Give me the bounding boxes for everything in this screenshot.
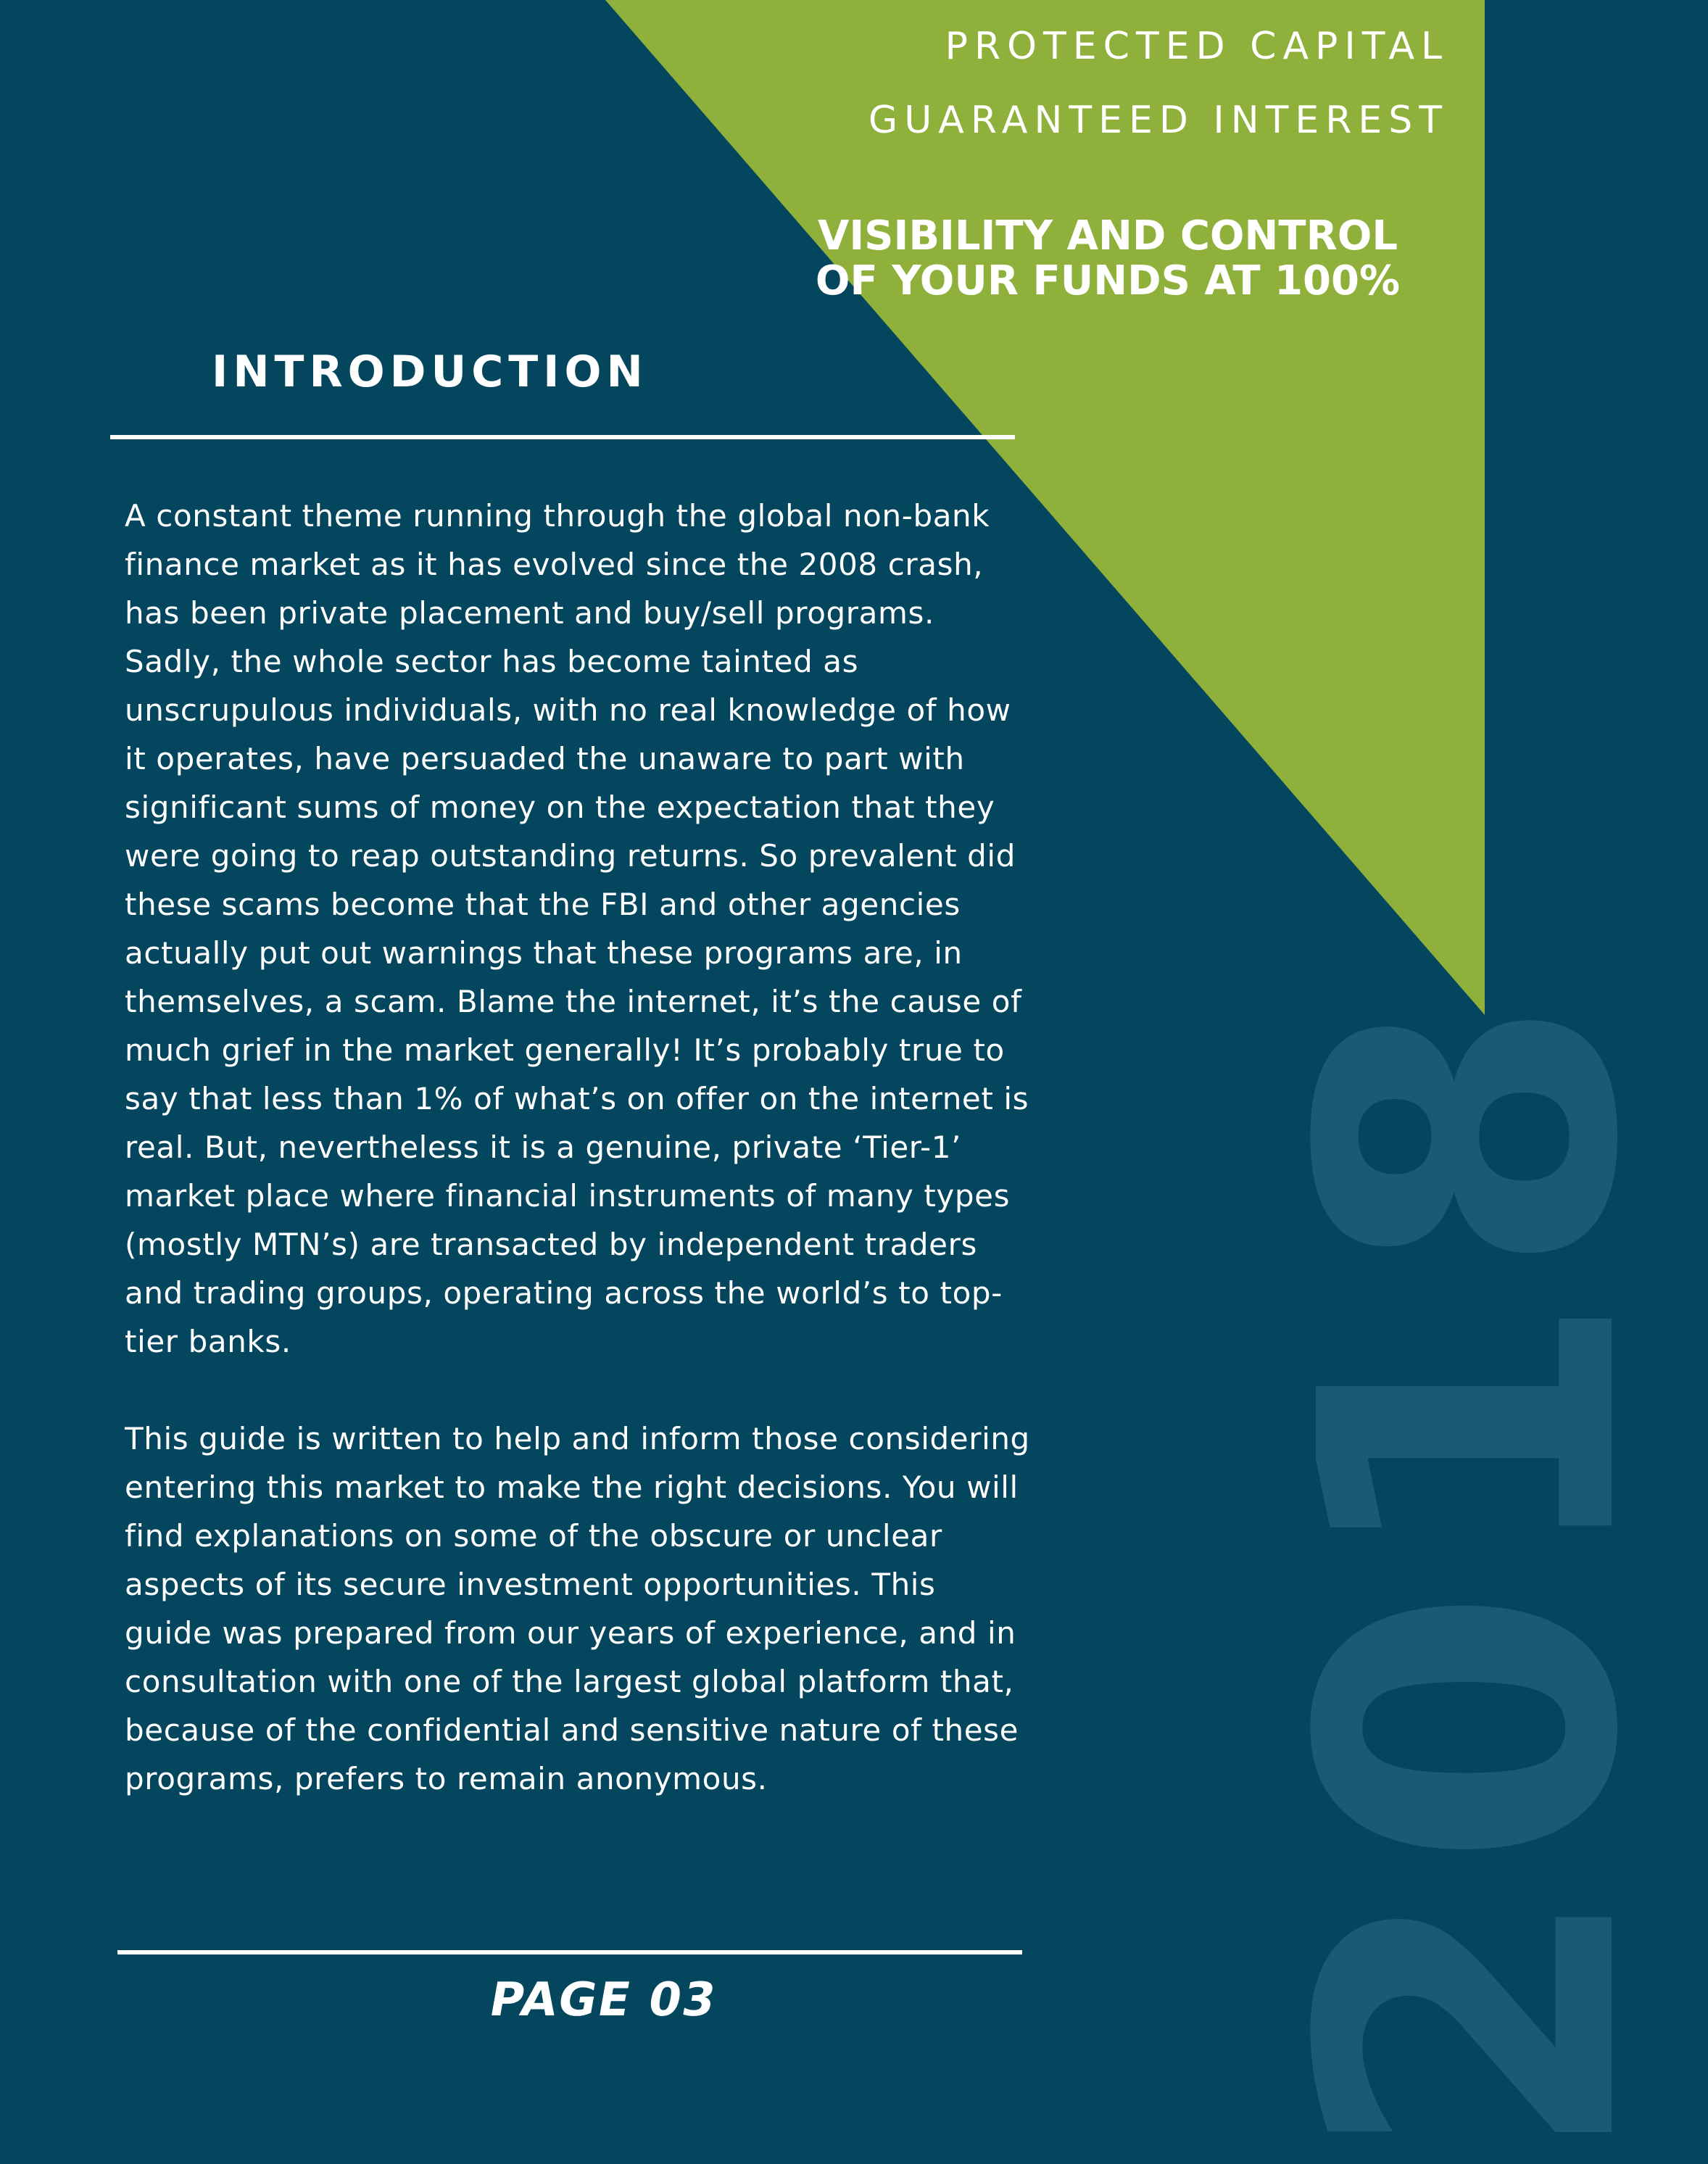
introduction-paragraph-1: A constant theme running through the global non-bank finance market as it has evolved since the 2008 crash, has been private placement and buy/sell programs. Sadly, the whole sector has become tainted as unscrupulous individuals, with no real knowledge of how it operates, have persuaded the unaware to part with significant sums of money on the expectation that they were going to reap outstanding returns. So prevalent did these scams become that the FBI and other agencies actually put out warnings that these programs are, in themselves, a scam. Blame the internet, it’s the cause of much grief in the market generally! It’s probably true to say that less than 1% of what’s on offer on the internet is real. But, nevertheless it is a genuine, private ‘Tier-1’ market place where financial instruments of many types (mostly MTN’s) are transacted by independent traders and trading groups, operating across the world’s to top-tier banks. <box>125 498 1029 1359</box>
introduction-paragraph-2: This guide is written to help and inform those considering entering this market to make the right decisions. You will find explanations on some of the obscure or unclear aspects of its secure investment opportunities. This guide was prepared from our years of experience, and in consultation with one of the largest global platform that, because of the confidential and sensitive nature of these programs, prefers to remain anonymous. <box>125 1421 1030 1796</box>
heading-divider <box>110 435 1015 439</box>
year-watermark: 2018 <box>1235 982 1708 2164</box>
visibility-line-1: VISIBILITY AND CONTROL <box>818 212 1398 260</box>
visibility-statement <box>782 214 1434 304</box>
introduction-body <box>125 492 1031 1803</box>
footer-divider <box>117 1950 1022 1954</box>
tagline-guaranteed-interest: GUARANTEED INTEREST <box>868 99 1448 142</box>
visibility-line-2: OF YOUR FUNDS AT 100% <box>815 257 1401 304</box>
tagline-protected-capital: PROTECTED CAPITAL <box>945 25 1448 68</box>
section-heading: INTRODUCTION <box>212 347 648 397</box>
page-number: PAGE 03 <box>485 1973 721 2027</box>
